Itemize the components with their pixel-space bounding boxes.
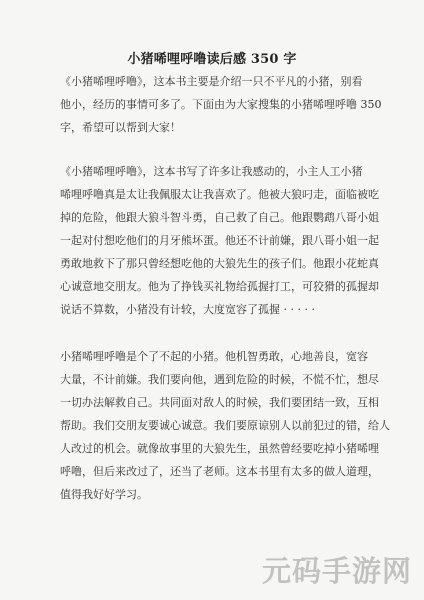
paragraph-line: 人改过的机会。就像故事里的大狼先生，虽然曾经要吃掉小猪唏哩 [60, 442, 379, 455]
page-title: 小猪唏哩呼噜读后感 350 字 [127, 52, 297, 67]
paragraph-line: 他小，经历的事情可多了。下面由为大家搜集的小猪唏哩呼噜 350 [60, 98, 382, 111]
paragraph-line: 一切办法解救自己。共同面对敌人的时候，我们要团结一致，互相 [60, 396, 379, 409]
paragraph-story [60, 160, 379, 321]
paragraph-line: 心诚意地交朋友。他为了挣钱买礼物给孤握打工，可狡猾的孤握却 [60, 280, 379, 293]
paragraph-line: 《小猪唏哩呼噜》，这本书主要是介绍一只不平凡的小猪，别看 [60, 75, 363, 88]
paragraph-reflection [60, 345, 390, 506]
paragraph-line: 小猪唏哩呼噜是个了不起的小猪。他机智勇敢，心地善良，宽容 [60, 350, 368, 363]
paragraph-line: 说话不算数，小猪没有计较，大度宽容了孤握 · · · · · [60, 303, 315, 316]
paragraph-line: 勇敢地救下了那只曾经想吃他的大狼先生的孩子们。他跟小花蛇真 [60, 257, 379, 270]
paragraph-line: 一起对付想吃他们的月牙熊坏蛋。他还不计前嫌，跟八哥小姐一起 [60, 234, 379, 247]
site-watermark: 元码手游网 [261, 554, 412, 588]
paragraph-line: 呼噜，但后来改过了，还当了老师。这本书里有太多的做人道理， [60, 465, 379, 478]
paragraph-line: 大量，不计前嫌。我们要向他，遇到危险的时候，不慌不忙，想尽 [60, 373, 379, 386]
paragraph-line: 唏哩呼噜真是太让我佩服太让我喜欢了。他被大狼叼走，面临被吃 [60, 188, 379, 201]
paragraph-line: 字，希望可以帮到大家！ [60, 121, 181, 134]
paragraph-line: 掉的危险，他跟大狼斗智斗勇，自己救了自己。他跟鹦鹉八哥小姐 [60, 211, 379, 224]
paragraph-intro [60, 70, 382, 139]
paragraph-line: 帮助。我们交朋友要诚心诚意。我们要原谅别人以前犯过的错，给人 [60, 419, 390, 432]
paragraph-line: 值得我好好学习。 [60, 488, 148, 501]
paragraph-line: 《小猪唏哩呼噜》，这本书写了许多让我感动的，小主人工小猪 [60, 165, 363, 178]
